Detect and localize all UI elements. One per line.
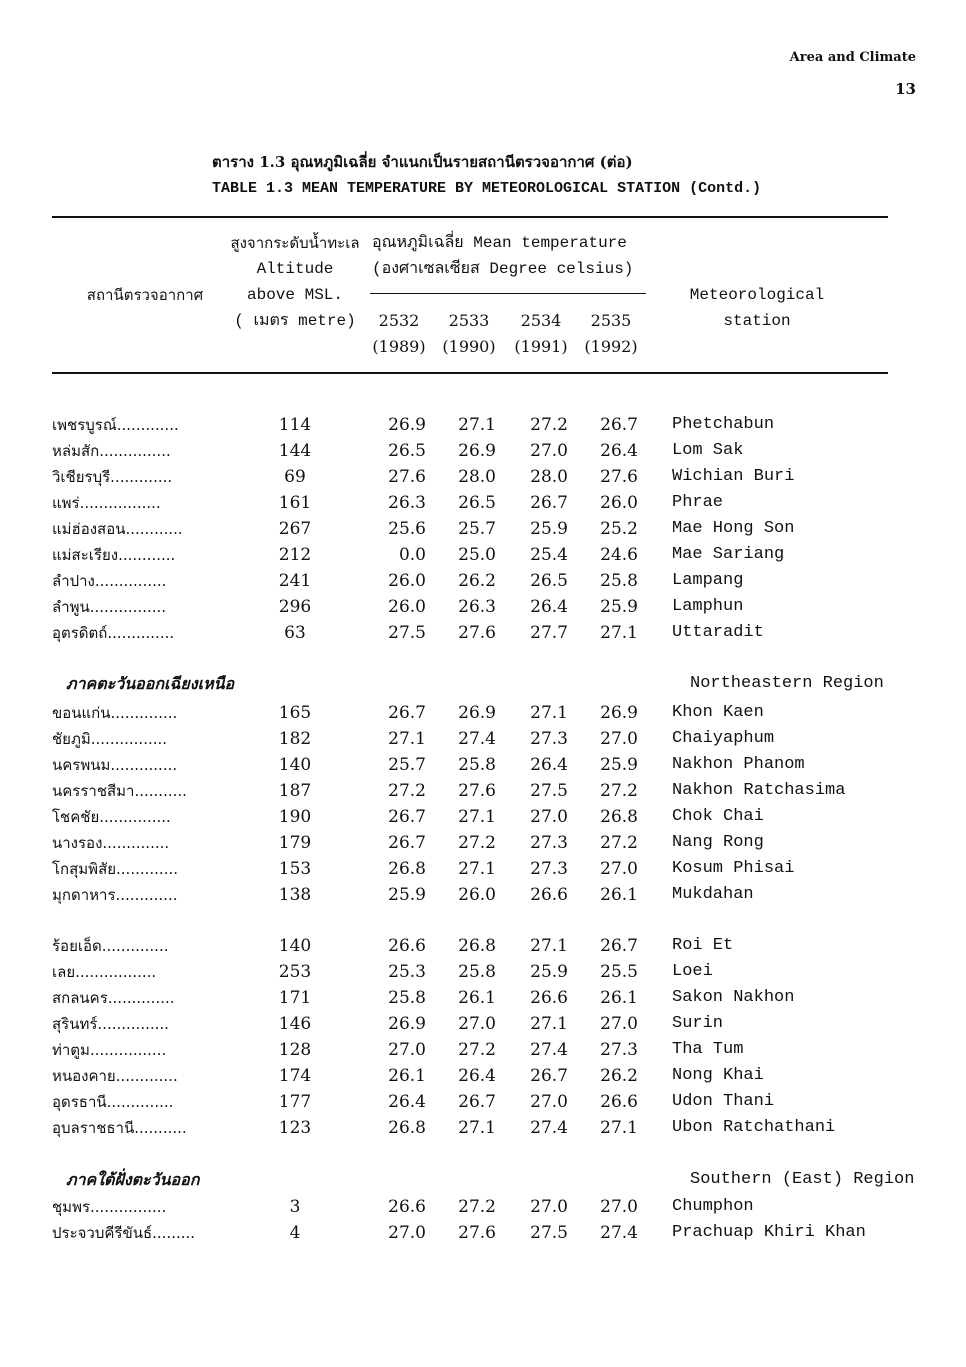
temp-cell-1991: 27.4 [530,1040,568,1060]
station-name-english: Nakhon Ratchasima [672,781,846,800]
altitude-cell: 171 [278,988,312,1008]
temp-cell-1990: 27.1 [458,1118,496,1138]
station-name-thai: โชคชัย............... [52,808,171,826]
station-name-english: Tha Tum [672,1040,744,1059]
table-row [0,464,966,490]
altitude-cell: 253 [278,962,312,982]
altitude-cell: 138 [278,885,312,905]
temp-cell-1989: 26.7 [388,833,426,853]
table-row [0,1089,966,1115]
temp-cell-1992: 27.1 [600,1118,638,1138]
station-name-english: Nong Khai [672,1066,764,1085]
temp-cell-1990: 26.8 [458,936,496,956]
temp-cell-1991: 27.1 [530,936,568,956]
temp-cell-1992: 26.1 [600,988,638,1008]
table-row [0,412,966,438]
temp-cell-1990: 27.0 [458,1014,496,1034]
temp-cell-1991: 26.7 [530,493,568,513]
table-row [0,568,966,594]
temp-cell-1989: 27.2 [388,781,426,801]
table-row [0,804,966,830]
altitude-cell: 179 [278,833,312,853]
temp-cell-1991: 26.4 [530,755,568,775]
temp-cell-1992: 26.4 [600,441,638,461]
station-name-english: Nakhon Phanom [672,755,805,774]
table-row [0,1011,966,1037]
station-name-english: Sakon Nakhon [672,988,795,1007]
region-label-english: Northeastern Region [690,674,884,693]
altitude-cell: 4 [289,1223,301,1243]
table-row [0,594,966,620]
table-row [0,490,966,516]
altitude-cell: 114 [278,415,312,435]
station-name-english: Khon Kaen [672,703,764,722]
temp-cell-1990: 27.2 [458,833,496,853]
station-name-thai: เลย................. [52,963,157,981]
col-header-year-ce: (1990) [442,337,496,356]
station-name-thai: หนองคาย............. [52,1067,178,1085]
station-name-english: Chaiyaphum [672,729,775,748]
region-label-english: Southern (East) Region [690,1170,915,1189]
section-header: Area and Climate [789,50,916,65]
temp-cell-1991: 27.3 [530,859,568,879]
temp-cell-1989: 26.0 [388,571,426,591]
station-name-english: Mae Hong Son [672,519,795,538]
temp-cell-1989: 27.1 [388,729,426,749]
station-name-english: Prachuap Khiri Khan [672,1223,866,1242]
temp-cell-1990: 26.7 [458,1092,496,1112]
altitude-cell: 296 [278,597,312,617]
altitude-cell: 146 [278,1014,312,1034]
station-name-english: Chumphon [672,1197,754,1216]
temp-cell-1992: 27.1 [600,623,638,643]
altitude-cell: 267 [278,519,312,539]
temp-cell-1992: 24.6 [600,545,638,565]
temp-cell-1990: 27.2 [458,1197,496,1217]
temp-cell-1991: 27.2 [530,415,568,435]
caption-english: TABLE 1.3 MEAN TEMPERATURE BY METEOROLOGICAL STATION (Contd.) [212,180,762,197]
temp-cell-1992: 26.2 [600,1066,638,1086]
col-header-station-en: Meteorological [689,286,825,304]
temp-cell-1989: 26.7 [388,703,426,723]
station-name-english: Phetchabun [672,415,775,434]
caption-thai: ตาราง 1.3 อุณหภูมิเฉลี่ย จำแนกเป็นรายสถานีตรวจอากาศ (ต่อ) [212,153,633,171]
temp-cell-1989: 26.7 [388,807,426,827]
temp-cell-1989: 26.8 [388,859,426,879]
table-row [0,933,966,959]
temp-cell-1991: 26.6 [530,885,568,905]
temp-cell-1992: 26.6 [600,1092,638,1112]
temp-cell-1991: 28.0 [530,467,568,487]
temp-cell-1990: 26.3 [458,597,496,617]
temp-cell-1990: 27.6 [458,781,496,801]
temp-cell-1991: 27.0 [530,1092,568,1112]
col-header-station-th: สถานีตรวจอากาศ [86,286,204,304]
altitude-cell: 153 [278,859,312,879]
station-name-english: Lamphun [672,597,744,616]
station-name-thai: ร้อยเอ็ด.............. [52,937,169,955]
table-row [0,856,966,882]
temp-cell-1990: 28.0 [458,467,496,487]
temp-cell-1989: 25.8 [388,988,426,1008]
temp-cell-1992: 27.0 [600,1014,638,1034]
temp-cell-1989: 25.6 [388,519,426,539]
table-row [0,1063,966,1089]
temp-cell-1990: 27.1 [458,859,496,879]
temp-cell-1992: 26.7 [600,415,638,435]
temp-cell-1992: 26.0 [600,493,638,513]
temp-cell-1989: 27.5 [388,623,426,643]
temp-cell-1989: 25.9 [388,885,426,905]
temp-cell-1989: 26.4 [388,1092,426,1112]
station-name-english: Surin [672,1014,724,1033]
col-header-year-be: 2533 [448,311,490,330]
table-header-rule [52,372,888,374]
temp-cell-1990: 27.6 [458,623,496,643]
table-row [0,620,966,646]
station-name-english: Lom Sak [672,441,744,460]
table-row [0,1115,966,1141]
temp-cell-1990: 26.9 [458,441,496,461]
station-name-thai: มุกดาหาร............. [52,886,178,904]
station-name-english: Ubon Ratchathani [672,1118,836,1137]
col-header-altitude-en: Altitude [256,260,334,278]
station-name-english: Mae Sariang [672,545,785,564]
station-name-thai: ขอนแก่น.............. [52,704,178,722]
table-row [0,778,966,804]
table-row [0,516,966,542]
temp-cell-1992: 27.6 [600,467,638,487]
temp-cell-1990: 26.0 [458,885,496,905]
temp-cell-1992: 27.0 [600,729,638,749]
table-row [0,438,966,464]
temp-cell-1992: 27.3 [600,1040,638,1060]
station-name-thai: โกสุมพิสัย............. [52,860,178,878]
temp-cell-1989: 25.3 [388,962,426,982]
col-header-altitude-unit: ( เมตร metre) [234,312,356,330]
temp-cell-1989: 27.0 [388,1223,426,1243]
station-name-thai: นครพนม.............. [52,756,178,774]
temp-cell-1989: 26.9 [388,415,426,435]
station-name-thai: สุรินทร์............... [52,1015,169,1033]
temp-cell-1991: 27.4 [530,1118,568,1138]
col-header-altitude-msl: above MSL. [246,286,343,304]
temp-cell-1991: 27.0 [530,1197,568,1217]
temp-cell-1991: 26.7 [530,1066,568,1086]
station-name-thai: แม่สะเรียง............ [52,546,176,564]
altitude-cell: 182 [278,729,312,749]
altitude-cell: 161 [278,493,312,513]
temp-cell-1991: 25.9 [530,962,568,982]
temp-cell-1989: 26.6 [388,1197,426,1217]
station-name-thai: แม่ฮ่องสอน............ [52,520,183,538]
table-row [0,1194,966,1220]
col-header-mean-temp: อุณหภูมิเฉลี่ย Mean temperature [372,234,627,252]
table-row [0,700,966,726]
altitude-cell: 128 [278,1040,312,1060]
table-row [0,985,966,1011]
temp-cell-1991: 27.1 [530,703,568,723]
altitude-cell: 187 [278,781,312,801]
col-header-year-be: 2534 [520,311,562,330]
col-header-year-be: 2535 [590,311,632,330]
temp-cell-1990: 26.1 [458,988,496,1008]
station-name-thai: ท่าตูม................ [52,1041,167,1059]
table-row [0,1220,966,1246]
table-row [0,542,966,568]
temp-cell-1989: 0.0 [398,545,426,565]
station-name-english: Uttaradit [672,623,764,642]
page-number: 13 [895,80,916,98]
table-row [0,959,966,985]
temp-cell-1990: 25.7 [458,519,496,539]
temp-cell-1991: 27.5 [530,1223,568,1243]
table-row [0,830,966,856]
station-name-thai: สกลนคร.............. [52,989,175,1007]
station-name-thai: ประจวบคีรีขันธ์......... [52,1224,196,1242]
temp-cell-1990: 26.5 [458,493,496,513]
table-row [0,882,966,908]
table-row [0,1037,966,1063]
col-header-year-ce: (1992) [584,337,638,356]
temp-cell-1990: 27.6 [458,1223,496,1243]
temp-cell-1992: 27.4 [600,1223,638,1243]
altitude-cell: 3 [289,1197,301,1217]
temp-cell-1992: 25.2 [600,519,638,539]
station-name-thai: ลำปาง............... [52,572,167,590]
temp-cell-1989: 27.0 [388,1040,426,1060]
station-name-english: Mukdahan [672,885,754,904]
temp-cell-1989: 26.8 [388,1118,426,1138]
station-name-thai: นครราชสีมา........... [52,782,187,800]
temp-cell-1992: 25.5 [600,962,638,982]
temp-cell-1990: 27.2 [458,1040,496,1060]
altitude-cell: 140 [278,755,312,775]
temp-cell-1991: 25.4 [530,545,568,565]
temp-cell-1991: 26.5 [530,571,568,591]
station-name-thai: เพชรบูรณ์............. [52,416,179,434]
altitude-cell: 174 [278,1066,312,1086]
station-name-english: Phrae [672,493,724,512]
col-header-degree: (องศาเซลเซียส Degree celsius) [372,260,634,278]
station-name-english: Lampang [672,571,744,590]
temp-cell-1992: 25.8 [600,571,638,591]
temp-cell-1989: 26.5 [388,441,426,461]
station-name-thai: ชุมพร................ [52,1198,167,1216]
col-header-year-be: 2532 [378,311,420,330]
temp-cell-1991: 27.3 [530,729,568,749]
station-name-english: Roi Et [672,936,734,955]
temp-cell-1991: 25.9 [530,519,568,539]
temp-cell-1990: 25.8 [458,962,496,982]
temp-cell-1992: 26.9 [600,703,638,723]
temp-cell-1992: 26.8 [600,807,638,827]
altitude-cell: 165 [278,703,312,723]
temp-cell-1992: 26.7 [600,936,638,956]
temp-cell-1991: 27.0 [530,441,568,461]
temp-cell-1991: 27.5 [530,781,568,801]
altitude-cell: 190 [278,807,312,827]
temp-cell-1989: 25.7 [388,755,426,775]
station-name-thai: อุตรดิตถ์.............. [52,624,175,642]
region-label-thai: ภาคตะวันออกเฉียงเหนือ [66,674,235,693]
altitude-cell: 177 [278,1092,312,1112]
col-header-station-en-2: station [723,312,791,330]
temp-cell-1991: 27.3 [530,833,568,853]
temp-cell-1991: 26.4 [530,597,568,617]
temp-cell-1991: 27.7 [530,623,568,643]
station-name-english: Loei [672,962,713,981]
altitude-cell: 140 [278,936,312,956]
station-name-thai: อุบลราชธานี........... [52,1119,187,1137]
station-name-thai: นางรอง.............. [52,834,170,852]
temp-cell-1990: 27.4 [458,729,496,749]
table-row [0,726,966,752]
altitude-cell: 144 [278,441,312,461]
temp-cell-1990: 25.8 [458,755,496,775]
station-name-english: Nang Rong [672,833,764,852]
station-name-thai: ลำพูน................ [52,598,167,616]
station-name-thai: แพร่................. [52,494,161,512]
temp-cell-1992: 25.9 [600,597,638,617]
temp-cell-1991: 26.6 [530,988,568,1008]
altitude-cell: 212 [278,545,312,565]
station-name-english: Wichian Buri [672,467,795,486]
temp-cell-1989: 27.6 [388,467,426,487]
temp-cell-1990: 26.2 [458,571,496,591]
temp-cell-1990: 27.1 [458,415,496,435]
altitude-cell: 69 [284,467,306,487]
temp-cell-1990: 25.0 [458,545,496,565]
altitude-cell: 63 [284,623,306,643]
col-header-altitude-th: สูงจากระดับน้ำทะเล [230,234,360,252]
temp-cell-1989: 26.0 [388,597,426,617]
temp-cell-1992: 27.2 [600,833,638,853]
altitude-cell: 123 [278,1118,312,1138]
temp-cell-1991: 27.0 [530,807,568,827]
col-header-year-ce: (1991) [514,337,568,356]
temp-cell-1989: 26.1 [388,1066,426,1086]
temp-cell-1989: 26.9 [388,1014,426,1034]
temp-cell-1992: 27.0 [600,1197,638,1217]
col-header-year-ce: (1989) [372,337,426,356]
station-name-english: Kosum Phisai [672,859,795,878]
station-name-thai: หล่มสัก............... [52,442,171,460]
station-name-thai: อุดรธานี.............. [52,1093,174,1111]
temp-cell-1990: 26.4 [458,1066,496,1086]
temp-cell-1991: 27.1 [530,1014,568,1034]
temp-cell-1992: 27.0 [600,859,638,879]
temp-cell-1989: 26.6 [388,936,426,956]
temp-cell-1989: 26.3 [388,493,426,513]
station-name-english: Udon Thani [672,1092,775,1111]
station-name-english: Chok Chai [672,807,764,826]
table-row [0,752,966,778]
temp-cell-1992: 25.9 [600,755,638,775]
temp-cell-1990: 27.1 [458,807,496,827]
region-label-thai: ภาคใต้ฝั่งตะวันออก [66,1170,200,1189]
station-name-thai: ชัยภูมิ................ [52,730,168,748]
altitude-cell: 241 [278,571,312,591]
temp-cell-1990: 26.9 [458,703,496,723]
temp-cell-1992: 27.2 [600,781,638,801]
temp-cell-1992: 26.1 [600,885,638,905]
header-sub-rule [370,293,646,294]
table-top-rule [52,216,888,218]
station-name-thai: วิเชียรบุรี............. [52,468,173,486]
